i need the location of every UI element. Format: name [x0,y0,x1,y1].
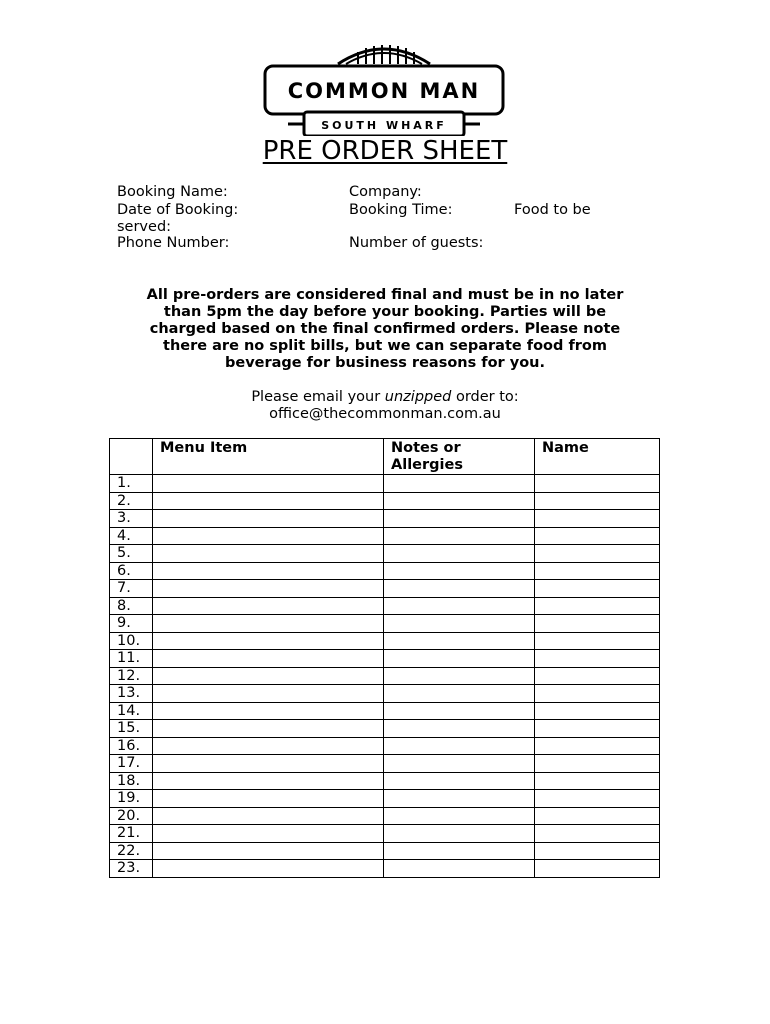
email-suffix: order to: [451,389,519,405]
row-number: 16. [110,737,153,755]
email-prefix: Please email your [251,389,385,405]
name-cell[interactable] [535,475,660,493]
menu-item-cell[interactable] [153,510,384,528]
table-row [110,475,660,493]
name-cell[interactable] [535,632,660,650]
email-address: office@thecommonman.com.au [269,406,501,422]
table-row [110,755,660,773]
menu-item-cell[interactable] [153,685,384,703]
notes-cell[interactable] [384,510,535,528]
notes-cell[interactable] [384,807,535,825]
row-number: 15. [110,720,153,738]
row-number: 7. [110,580,153,598]
order-rows [110,475,660,878]
row-number: 11. [110,650,153,668]
name-cell[interactable] [535,755,660,773]
table-row [110,492,660,510]
row-number: 17. [110,755,153,773]
email-instructions [118,389,652,423]
notes-cell[interactable] [384,632,535,650]
notes-cell[interactable] [384,597,535,615]
row-number: 2. [110,492,153,510]
row-number: 6. [110,562,153,580]
menu-item-cell[interactable] [153,790,384,808]
row-number: 3. [110,510,153,528]
notes-cell[interactable] [384,685,535,703]
notes-cell[interactable] [384,702,535,720]
phone-number-label: Phone Number: [117,235,230,251]
menu-item-cell[interactable] [153,562,384,580]
notes-cell[interactable] [384,615,535,633]
number-of-guests-label: Number of guests: [349,235,484,251]
menu-item-cell[interactable] [153,650,384,668]
notice-line: charged based on the final confirmed orders. Please note [149,321,621,337]
table-row [110,615,660,633]
menu-item-cell[interactable] [153,632,384,650]
row-number: 8. [110,597,153,615]
row-number: 22. [110,842,153,860]
menu-item-cell[interactable] [153,825,384,843]
table-row [110,842,660,860]
logo-location: SOUTH WHARF [321,119,447,132]
row-number: 23. [110,860,153,878]
notes-cell[interactable] [384,475,535,493]
notice-line: All pre-orders are considered final and must be in no later [146,287,624,303]
notes-cell[interactable] [384,842,535,860]
notice-line: than 5pm the day before your booking. Parties will be [163,304,607,320]
booking-time-label: Booking Time: [349,202,453,218]
row-number: 20. [110,807,153,825]
menu-item-cell[interactable] [153,860,384,878]
table-row [110,807,660,825]
notes-cell[interactable] [384,737,535,755]
table-row [110,562,660,580]
notes-cell[interactable] [384,545,535,563]
page-title: PRE ORDER SHEET [262,136,508,166]
notes-cell[interactable] [384,580,535,598]
notes-cell[interactable] [384,860,535,878]
row-number: 9. [110,615,153,633]
order-table [109,438,660,878]
name-cell[interactable] [535,562,660,580]
table-row [110,860,660,878]
name-cell[interactable] [535,720,660,738]
menu-item-cell[interactable] [153,737,384,755]
table-row [110,545,660,563]
notes-cell[interactable] [384,667,535,685]
row-number: 18. [110,772,153,790]
table-row [110,580,660,598]
row-number: 12. [110,667,153,685]
menu-item-cell[interactable] [153,475,384,493]
name-cell[interactable] [535,737,660,755]
preorder-notice [118,287,652,372]
name-cell[interactable] [535,580,660,598]
notes-cell[interactable] [384,720,535,738]
menu-item-cell[interactable] [153,580,384,598]
notes-cell[interactable] [384,790,535,808]
table-row [110,825,660,843]
table-row [110,720,660,738]
table-row [110,685,660,703]
row-number: 13. [110,685,153,703]
table-header-row [110,439,660,475]
table-row [110,510,660,528]
notes-cell[interactable] [384,527,535,545]
menu-item-header: Menu Item [153,439,384,475]
name-cell[interactable] [535,790,660,808]
company-label: Company: [349,184,422,200]
notice-line: there are no split bills, but we can separate food from [163,338,607,354]
row-number: 19. [110,790,153,808]
notes-cell[interactable] [384,755,535,773]
menu-item-cell[interactable] [153,720,384,738]
menu-item-cell[interactable] [153,527,384,545]
menu-item-cell[interactable] [153,772,384,790]
row-number: 1. [110,475,153,493]
name-cell[interactable] [535,702,660,720]
row-number: 14. [110,702,153,720]
menu-item-cell[interactable] [153,615,384,633]
name-cell[interactable] [535,772,660,790]
name-cell[interactable] [535,667,660,685]
notes-cell[interactable] [384,772,535,790]
notes-cell[interactable] [384,562,535,580]
menu-item-cell[interactable] [153,545,384,563]
name-cell[interactable] [535,685,660,703]
name-header: Name [535,439,660,475]
notes-cell[interactable] [384,492,535,510]
notes-header: Notes or Allergies [384,439,535,475]
menu-item-cell[interactable] [153,755,384,773]
table-row [110,737,660,755]
common-man-logo [262,44,506,136]
name-cell[interactable] [535,825,660,843]
row-number: 10. [110,632,153,650]
served-label: served: [117,219,172,235]
email-emphasis: unzipped [384,389,452,405]
menu-item-cell[interactable] [153,807,384,825]
name-cell[interactable] [535,807,660,825]
name-cell[interactable] [535,545,660,563]
menu-item-cell[interactable] [153,597,384,615]
table-row [110,772,660,790]
table-row [110,790,660,808]
name-cell[interactable] [535,615,660,633]
name-cell[interactable] [535,597,660,615]
row-number: 21. [110,825,153,843]
notes-cell[interactable] [384,825,535,843]
name-cell[interactable] [535,492,660,510]
table-row [110,650,660,668]
notes-cell[interactable] [384,650,535,668]
table-row [110,597,660,615]
name-cell[interactable] [535,842,660,860]
menu-item-cell[interactable] [153,702,384,720]
logo-name: COMMON MAN [287,79,481,103]
table-row [110,702,660,720]
name-cell[interactable] [535,527,660,545]
menu-item-cell[interactable] [153,667,384,685]
name-cell[interactable] [535,510,660,528]
row-number: 5. [110,545,153,563]
food-to-be-label: Food to be [514,202,591,218]
menu-item-cell[interactable] [153,492,384,510]
table-row [110,632,660,650]
row-number: 4. [110,527,153,545]
booking-name-label: Booking Name: [117,184,228,200]
notice-line: beverage for business reasons for you. [224,355,545,371]
name-cell[interactable] [535,650,660,668]
name-cell[interactable] [535,860,660,878]
table-row [110,527,660,545]
date-of-booking-label: Date of Booking: [117,202,239,218]
row-number-header [110,439,153,475]
table-row [110,667,660,685]
menu-item-cell[interactable] [153,842,384,860]
